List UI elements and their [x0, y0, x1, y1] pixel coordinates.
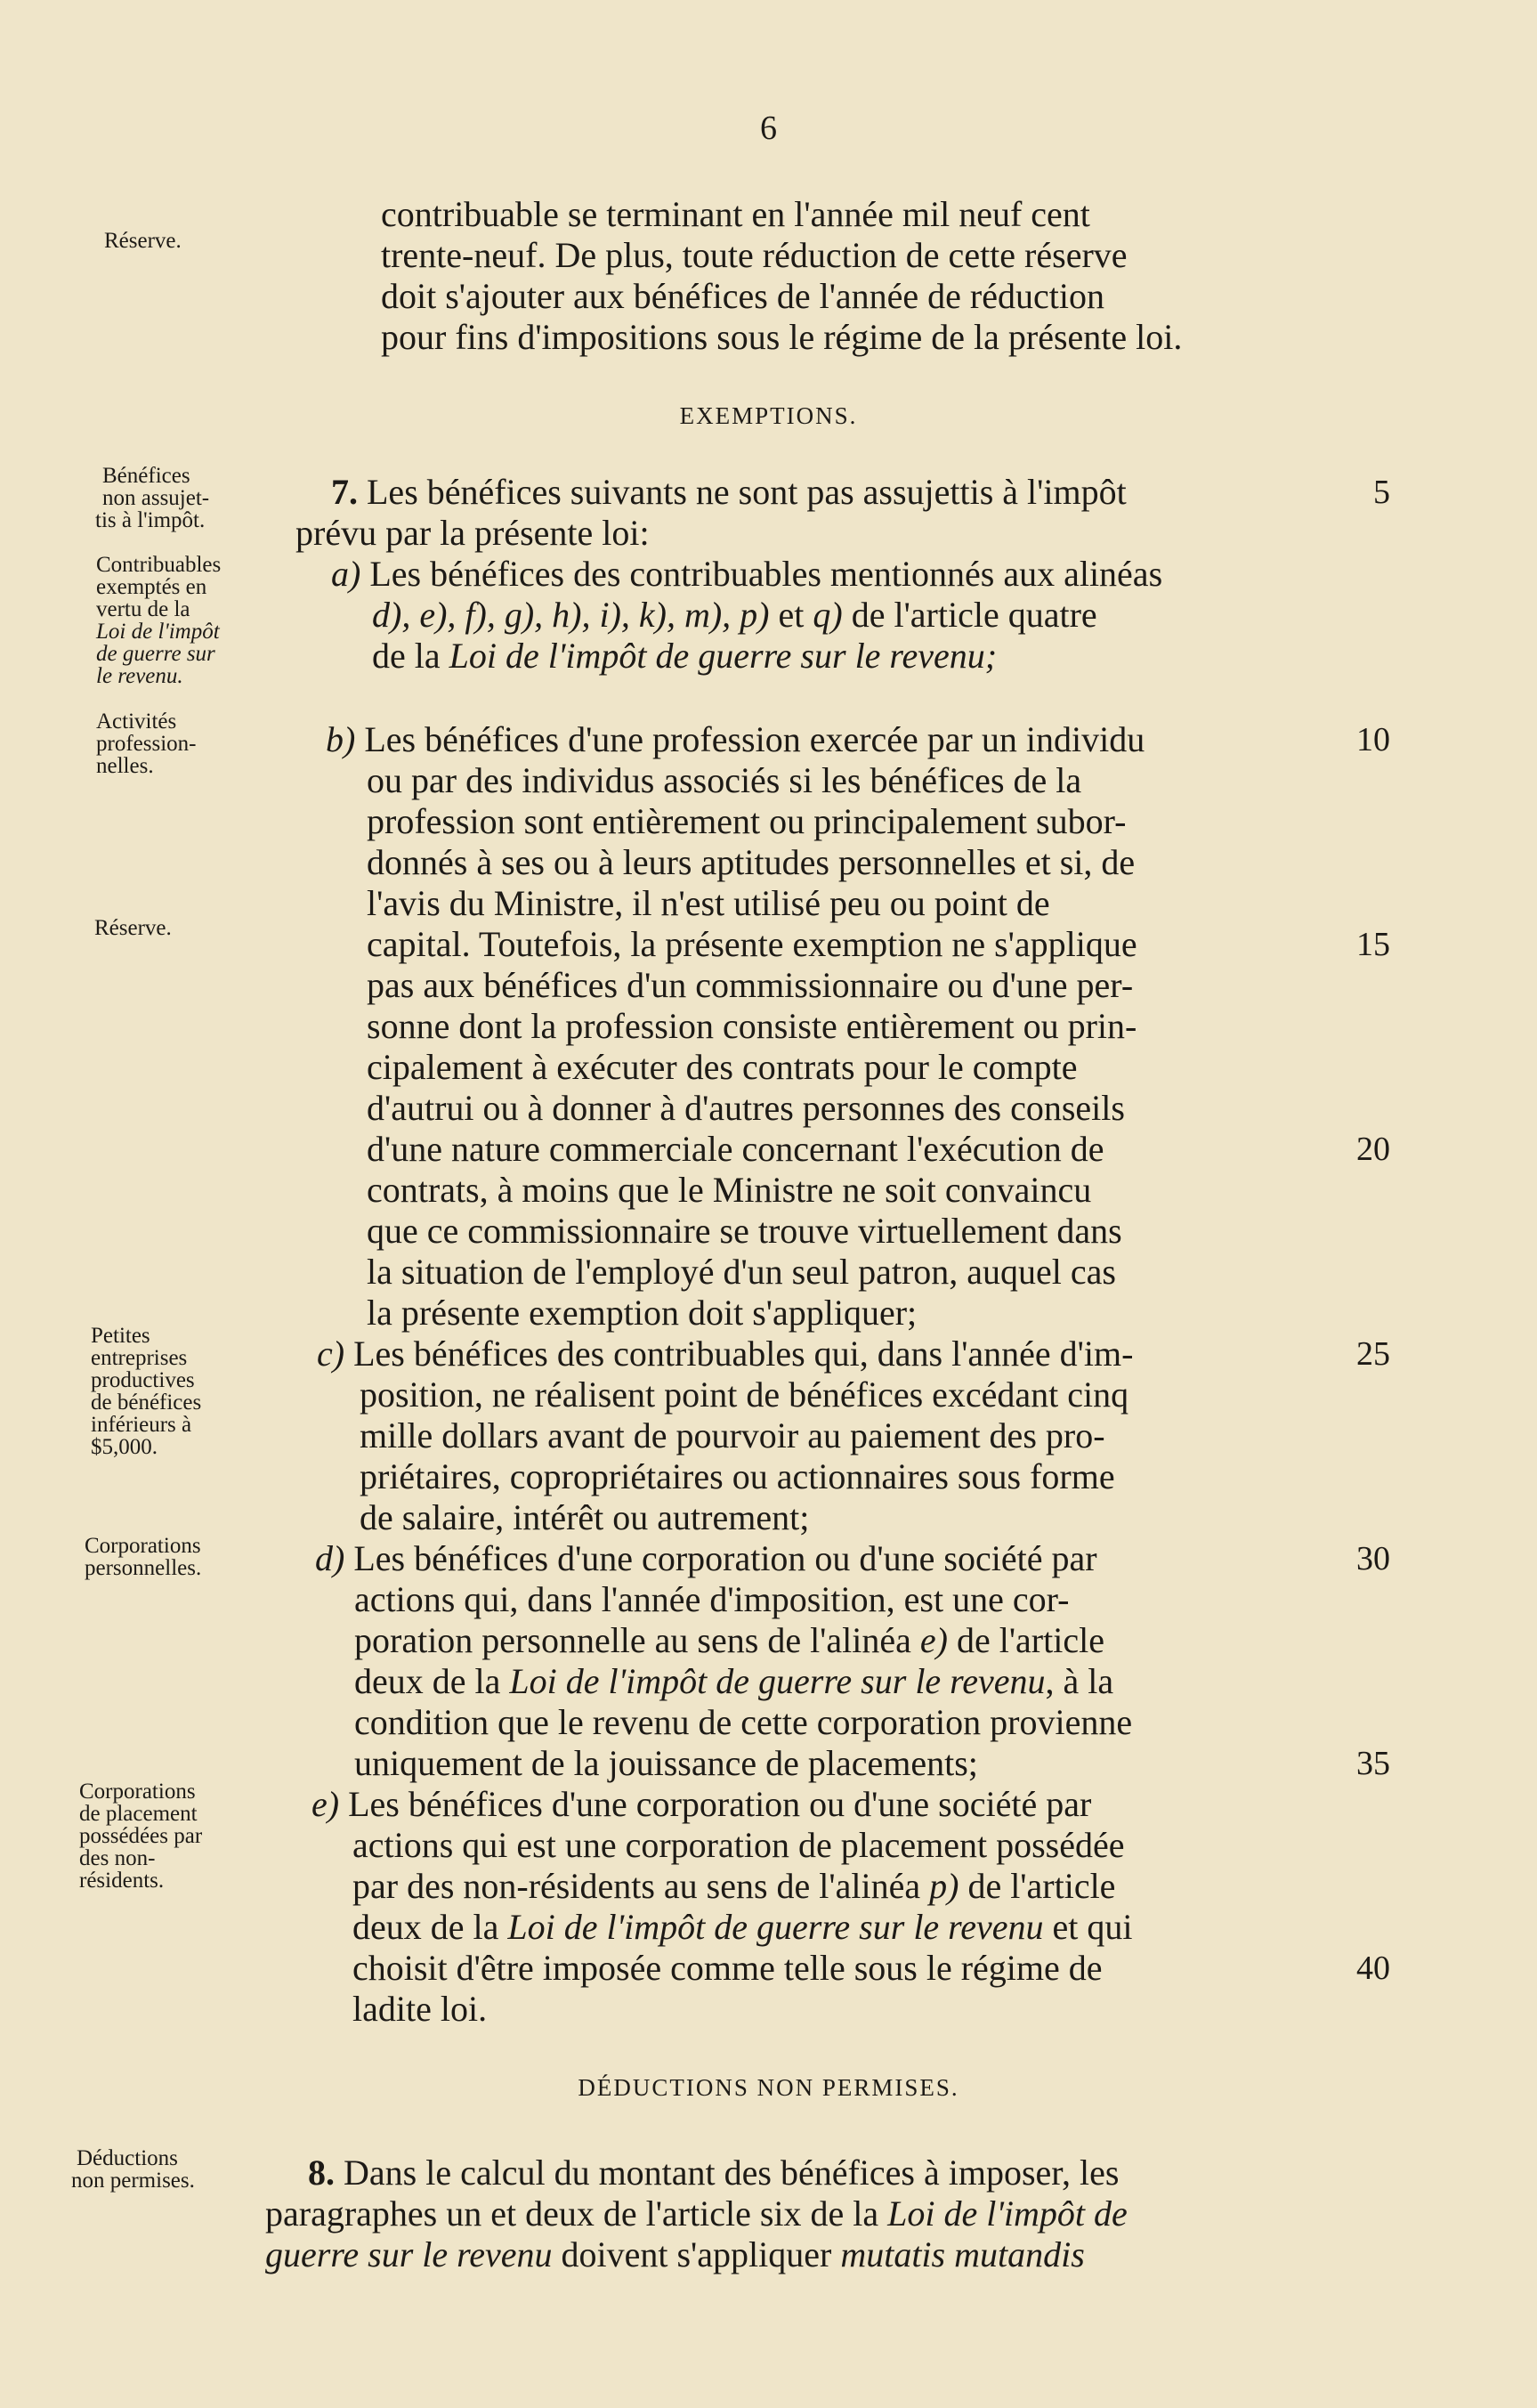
clause-text: de l'article	[947, 1620, 1104, 1660]
section-8-line	[265, 2193, 1128, 2234]
clause-ref: d), e), f), g), h), i), k), m), p)	[372, 595, 770, 635]
body-line: donnés à ses ou à leurs aptitudes personnelles et si, de	[367, 842, 1136, 882]
clause-e-line	[352, 1907, 1133, 1948]
margin-note: inférieurs à	[91, 1413, 192, 1437]
body-line: ladite loi.	[352, 1989, 488, 2029]
body-line: pour fins d'impositions sous le régime de la présente loi.	[381, 317, 1183, 357]
body-line: d'autrui ou à donner à d'autres personnes des conseils	[367, 1088, 1125, 1128]
clause-label: a)	[331, 554, 361, 594]
clause-text: deux de la	[352, 1907, 508, 1947]
section-number: 8.	[308, 2153, 335, 2193]
body-line: mille dollars avant de pourvoir au paiement des pro-	[360, 1415, 1105, 1455]
section-number: 7.	[331, 472, 358, 512]
margin-note-reserve: Réserve.	[94, 916, 172, 940]
line-number: 20	[1356, 1131, 1390, 1168]
margin-note: exemptés en	[96, 575, 207, 599]
clause-text: Les bénéfices d'une corporation ou d'une société par	[353, 1538, 1097, 1578]
line-number: 25	[1356, 1335, 1390, 1373]
margin-note: entreprises	[91, 1346, 188, 1370]
body-line: choisit d'être imposée comme telle sous le régime de	[352, 1948, 1103, 1988]
section-7-line	[331, 472, 1127, 513]
section-text: paragraphes un et deux de l'article six de la	[265, 2193, 888, 2234]
body-line: la présente exemption doit s'appliquer;	[367, 1293, 918, 1333]
body-line: uniquement de la jouissance de placements;	[354, 1743, 978, 1783]
clause-a-line	[331, 554, 1162, 595]
clause-text: poration personnelle au sens de l'alinéa	[354, 1620, 920, 1660]
clause-d-line	[354, 1620, 1104, 1661]
margin-note: profession-	[96, 732, 197, 756]
margin-note: $5,000.	[91, 1435, 158, 1459]
clause-label: e)	[311, 1784, 340, 1824]
margin-note: des non-	[79, 1846, 156, 1870]
clause-label: d)	[315, 1538, 345, 1578]
margin-note: de guerre sur	[96, 642, 215, 666]
margin-note: Déductions	[77, 2146, 178, 2170]
body-line: sonne dont la profession consiste entièrement ou prin-	[367, 1006, 1137, 1046]
margin-note: résidents.	[79, 1869, 165, 1893]
margin-note: de bénéfices	[91, 1390, 202, 1415]
law-title: Loi de l'impôt de guerre sur le revenu	[509, 1661, 1046, 1701]
section-text: Les bénéfices suivants ne sont pas assujettis à l'impôt	[367, 472, 1127, 512]
clause-text: et	[769, 595, 813, 635]
margin-note: possédées par	[79, 1824, 203, 1848]
section-text: Dans le calcul du montant des bénéfices à imposer, les	[344, 2153, 1120, 2193]
margin-note: productives	[91, 1368, 195, 1392]
body-line: capital. Toutefois, la présente exemption ne s'applique	[367, 924, 1137, 964]
clause-ref: q)	[813, 595, 843, 635]
section-8-line	[308, 2153, 1119, 2193]
body-line: actions qui est une corporation de placement possédée	[352, 1825, 1125, 1865]
body-line: doit s'ajouter aux bénéfices de l'année de réduction	[381, 276, 1104, 316]
law-title: Loi de l'impôt de	[887, 2193, 1128, 2234]
line-number: 10	[1356, 721, 1390, 758]
margin-note: nelles.	[96, 754, 154, 778]
heading-exemptions: EXEMPTIONS.	[679, 402, 858, 429]
line-number: 15	[1356, 926, 1390, 963]
margin-note: vertu de la	[96, 597, 190, 621]
body-line: ou par des individus associés si les bénéfices de la	[367, 760, 1082, 800]
clause-ref: p)	[929, 1866, 959, 1906]
body-line: trente-neuf. De plus, toute réduction de cette réserve	[381, 235, 1128, 275]
line-number: 35	[1356, 1745, 1390, 1782]
body-line: de salaire, intérêt ou autrement;	[360, 1497, 810, 1537]
clause-text: , à la	[1045, 1661, 1114, 1701]
body-line: position, ne réalisent point de bénéfices excédant cinq	[360, 1374, 1129, 1415]
margin-note: Loi de l'impôt	[96, 620, 220, 644]
body-line: cipalement à exécuter des contrats pour le compte	[367, 1047, 1078, 1087]
body-line: d'une nature commerciale concernant l'exécution de	[367, 1129, 1104, 1169]
body-line: la situation de l'employé d'un seul patron, auquel cas	[367, 1252, 1116, 1292]
margin-note: Activités	[96, 709, 177, 734]
clause-label: c)	[317, 1334, 345, 1374]
body-line: l'avis du Ministre, il n'est utilisé peu ou point de	[367, 883, 1050, 923]
line-number: 30	[1356, 1540, 1390, 1577]
margin-note: personnelles.	[85, 1556, 202, 1580]
margin-note: tis à l'impôt.	[95, 508, 206, 532]
body-line: prévu par la présente loi:	[295, 513, 650, 553]
clause-a-line	[372, 636, 997, 677]
clause-text: et qui	[1043, 1907, 1133, 1947]
section-8-line	[265, 2234, 1085, 2275]
margin-note: non permises.	[71, 2169, 195, 2193]
body-line: condition que le revenu de cette corporation provienne	[354, 1702, 1133, 1742]
margin-note: Petites	[91, 1324, 150, 1348]
latin-phrase: mutatis mutandis	[840, 2234, 1085, 2274]
margin-note-reserve: Réserve.	[104, 229, 182, 253]
line-number: 5	[1373, 474, 1390, 511]
margin-note: Contribuables	[96, 553, 222, 577]
clause-e-line	[311, 1784, 1091, 1825]
law-title: guerre sur le revenu	[265, 2234, 553, 2274]
body-line: contrats, à moins que le Ministre ne soit convaincu	[367, 1170, 1092, 1210]
law-title: Loi de l'impôt de guerre sur le revenu	[507, 1907, 1044, 1947]
clause-text: Les bénéfices d'une profession exercée par un individu	[364, 719, 1145, 759]
body-line: priétaires, copropriétaires ou actionnaires sous forme	[360, 1456, 1115, 1496]
clause-text: Les bénéfices des contribuables mentionnés aux alinéas	[369, 554, 1163, 594]
clause-text: Les bénéfices des contribuables qui, dans l'année d'im-	[353, 1334, 1134, 1374]
clause-text: de la	[372, 636, 449, 676]
clause-text: par des non-résidents au sens de l'alinéa	[352, 1866, 930, 1906]
page-number: 6	[760, 109, 777, 147]
margin-note: Corporations	[79, 1780, 196, 1804]
margin-note: non assujet-	[102, 486, 210, 510]
clause-ref: e)	[919, 1620, 948, 1660]
body-line: pas aux bénéfices d'un commissionnaire ou d'une per-	[367, 965, 1134, 1005]
margin-note: Bénéfices	[102, 464, 190, 488]
margin-note: de placement	[79, 1802, 198, 1826]
line-number: 40	[1356, 1950, 1390, 1987]
body-line: actions qui, dans l'année d'imposition, est une cor-	[354, 1579, 1070, 1619]
law-title: Loi de l'impôt de guerre sur le revenu;	[449, 636, 998, 676]
body-line: que ce commissionnaire se trouve virtuellement dans	[367, 1211, 1122, 1251]
clause-text: Les bénéfices d'une corporation ou d'une société par	[348, 1784, 1092, 1824]
clause-c-line	[317, 1334, 1133, 1374]
clause-text: de l'article	[959, 1866, 1116, 1906]
clause-e-line	[352, 1866, 1115, 1907]
clause-d-line	[354, 1661, 1113, 1702]
section-text: doivent s'appliquer	[552, 2234, 841, 2274]
clause-text: deux de la	[354, 1661, 510, 1701]
margin-note: le revenu.	[96, 664, 183, 688]
clause-a-line	[372, 595, 1097, 636]
body-line: profession sont entièrement ou principalement subor-	[367, 801, 1127, 841]
clause-d-line	[315, 1538, 1097, 1579]
body-line: contribuable se terminant en l'année mil neuf cent	[381, 194, 1090, 234]
clause-text: de l'article quatre	[842, 595, 1097, 635]
heading-deductions: DÉDUCTIONS NON PERMISES.	[578, 2074, 959, 2101]
margin-note: Corporations	[85, 1534, 201, 1558]
clause-label: b)	[326, 719, 356, 759]
clause-b-line	[326, 719, 1145, 760]
